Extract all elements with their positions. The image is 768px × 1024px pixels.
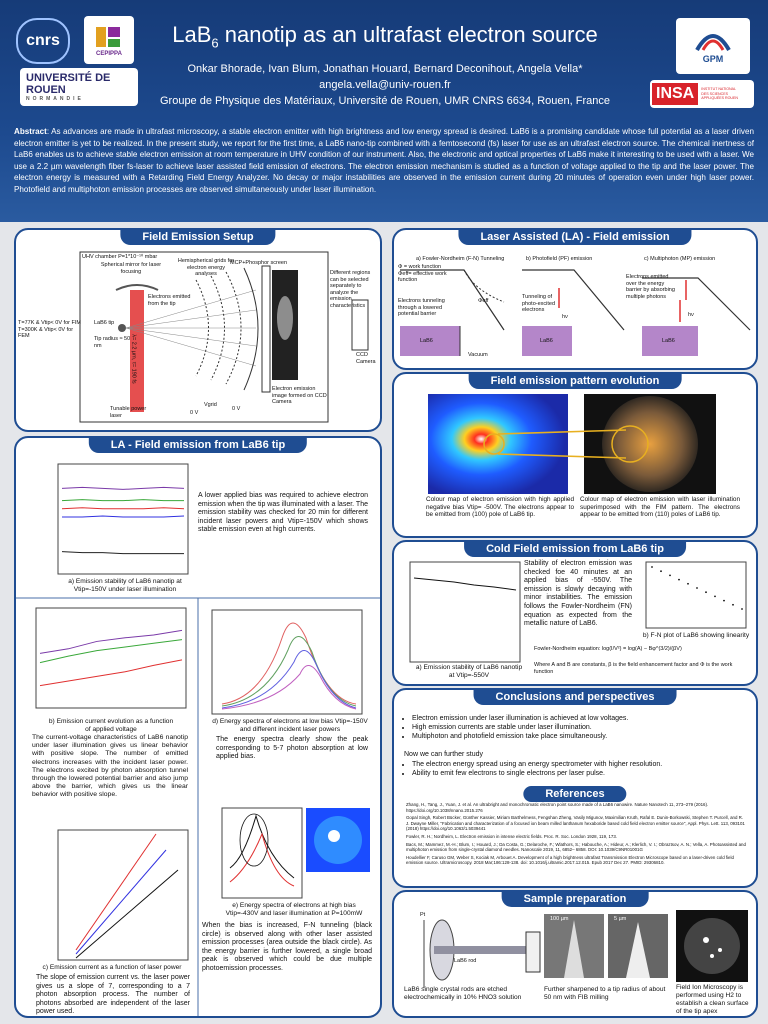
la-caption-b: b) Photofield (PF) emission — [526, 256, 593, 262]
perspective-list — [402, 760, 756, 778]
label-0v-b: 0 V — [232, 406, 241, 412]
poster-title — [150, 22, 620, 50]
label-radius: Tip radius ≈ 50 nm — [94, 336, 131, 349]
la-text-e: When the bias is increased, F-N tunneling (black circle) is observed along with other laser assisted emission processes (area outside the black circle). As the energy barrier is further lowered, a single broad peak is observed which could be due multiple photoemission processes. — [202, 922, 372, 972]
sample-cap-3: Field Ion Microscopy is performed using H2 to establish a clean surface of the tip apex — [676, 984, 749, 1015]
label-mcp: MCP+Phosphor screen — [230, 260, 288, 266]
insa-logo — [650, 80, 754, 108]
panel-cold-fe — [392, 540, 758, 686]
la-phi-a: Φeff — [478, 298, 489, 304]
panel-laser-assisted — [392, 228, 758, 370]
chart-fn-plot — [646, 562, 746, 628]
la-note2-a: Electrons tunneling through a lowered potential barrier — [398, 298, 445, 317]
sample-scale-2: 5 µm — [614, 916, 627, 922]
fn-point — [732, 604, 734, 606]
la-note2-b: Tunneling of photo-excited electrons — [522, 294, 556, 313]
fn-point — [741, 608, 743, 610]
abstract-text: : As advances are made in ultrafast microscopy, a stable electron emitter with high brightness and low energy spread is desired. LaB6 is a promising candidate whose full potential as a laser driven electron emitter is yet to be realized. In the present study, we report for the first time, a LaB6 nano-tip combined with a femtosecond (fs) laser for use as an ultrafast electron source. The chemical inertness of LaB6 enables us to achieve stable electron emission at room temperature in UHV condition of our instrument. Also, the electronic and optical properties of LaB6 make it interesting to be used with a laser. We use a 2.2 µm wavelength fiber fs-laser to achieve laser assisted field emission of electrons. The electron emission mechanism is studied as a function of voltage applied to the tip and the laser power. The electron energy is measured with a Retarding Field Energy Analyzer. No decay or major instabilities are observed in the emission current during 20 minutes of operation even under high laser power. Photofield and multiphoton emission processes are observed simultaneously under laser illumination. — [14, 127, 754, 194]
label-electrons: Electrons emitted from the tip — [148, 294, 191, 307]
rouen-logo-sub: NORMANDIE — [26, 96, 84, 102]
label-tip: LaB6 tip — [94, 320, 115, 326]
label-grids: Hemispherical grids for electron energy analyses — [177, 258, 235, 277]
label-chamber: UHV chamber P=1*10⁻¹⁰ mbar — [82, 254, 158, 260]
lab6-rod — [434, 946, 530, 954]
cepippa-logo-text: CEPIPPA — [96, 51, 122, 57]
label-image: Electron emission image formed on CCD Camera — [272, 386, 327, 405]
label-vgrid: Vgrid — [204, 402, 217, 408]
insa-logo-sub: INSTITUT NATIONAL DES SCIENCES APPLIQUÉES ROUEN — [701, 87, 738, 101]
panel-title: LA - Field emission from LaB6 tip — [89, 437, 307, 453]
label-mirror: Spherical mirror for laser focusing — [100, 262, 162, 275]
panel-conclusions — [392, 688, 758, 888]
colour-map-high-bias — [428, 394, 568, 494]
mirror — [116, 285, 158, 290]
fn-point — [660, 570, 662, 572]
cold-cap-b: b) F-N plot of LaB6 showing linearity — [642, 632, 750, 639]
conclusion-item: • Multiphoton and photofield emission take place simultaneously. — [412, 732, 756, 741]
la-material-a: LaB6 — [420, 338, 433, 344]
la-cap-c: c) Emission current as a function of laser power — [42, 964, 182, 971]
label-laser: Tunable power laser — [110, 406, 147, 419]
email: angela.vella@univ-rouen.fr — [319, 79, 451, 91]
la-text-d: The energy spectra clearly show the peak corresponding to 5-7 photon absorption at low applied bias. — [216, 736, 368, 761]
fn-point — [723, 600, 725, 602]
poster-header — [0, 0, 768, 222]
fn-point — [696, 587, 698, 589]
cepippa-logo — [84, 16, 134, 64]
chart-current-vs-laser-power — [58, 830, 188, 960]
chart-energy-spectra-high-bias — [222, 808, 370, 898]
la-cap-b: b) Emission current evolution as a function of applied voltage — [48, 718, 174, 733]
panel-title: Field Emission Setup — [120, 229, 275, 245]
panel-title: Cold Field emission from LaB6 tip — [464, 541, 686, 557]
fn-point — [705, 591, 707, 593]
title-sub: 6 — [211, 35, 219, 51]
gpm-logo — [676, 18, 750, 74]
fn-point — [669, 575, 671, 577]
la-caption-a: a) Fowler-Nordheim (F-N) Tunneling — [416, 256, 505, 262]
references-title: References — [523, 786, 626, 802]
panel-title: Field emission pattern evolution — [469, 373, 682, 389]
chart-emission-stability — [58, 464, 188, 574]
panel-la-lab6 — [14, 436, 382, 1018]
la-note1-a: Φ = work function Φeff= effective work function — [398, 264, 447, 283]
reference-item: Fowler, R. H.; Nordheim, L. Electron emission in intense electric fields. Proc. R. Soc. London 1928, 119, 173. — [406, 833, 618, 839]
la-note2-c: Electrons emitted over the energy barrier by absorbing multiple photons — [626, 274, 675, 300]
cold-cap-a: a) Emission stability of LaB6 nanotip at Vtip=-550V — [415, 664, 523, 679]
conclusion-item: • High emission currents are stable under laser illumination. — [412, 723, 756, 732]
abstract — [14, 126, 754, 196]
gpm-icon — [693, 28, 733, 54]
panel-title: Conclusions and perspectives — [474, 689, 677, 705]
insa-logo-text: INSA — [652, 83, 698, 105]
label-0v-a: 0 V — [190, 410, 199, 416]
fn-point — [687, 583, 689, 585]
fn-point — [678, 579, 680, 581]
label-ccd: CCD Camera — [356, 352, 376, 365]
references-list — [406, 802, 746, 868]
sample-cap-1: LaB6 single crystal rods are etched electrochemically in 10% HNO3 solution — [404, 986, 522, 1001]
sample-label-rod: LaB6 rod — [454, 958, 477, 964]
cold-note: Where A and B are constants, β is the field enhancement factor and Φ is the work function — [534, 662, 733, 675]
chart-energy-spectra-low-bias — [212, 610, 362, 714]
panel-title: Laser Assisted (LA) - Field emission — [458, 229, 691, 245]
la-hv-c: hν — [688, 312, 694, 318]
la-hv-b: hν — [562, 314, 568, 320]
pattern-left-caption: Colour map of electron emission with high applied negative bias Vtip= -500V. The electrons appear to be emitted from (100) pole of LaB6 tip. — [426, 496, 574, 519]
reference-item: Gopal Singh, Robert Bücker, Günther Kassier, Miriam Barthelmess, Fengshan Zheng, Vasily Migunov, Maximilian Kruth, Rafal E. Dunin-Borkowski, Stephen T. Purcell, and R. J. Dwayne Miller, "Fabrication and characterization of a focused ion beam milled lanthanum hexaboride based cold field electron emitter source", Appl. Phys. Lett. 113, 093101 (2018) https://doi.org/10.1063/1.5039441 — [406, 815, 745, 832]
panel-title: Sample preparation — [502, 891, 649, 907]
reference-item: Houdellier F, Caruso GM, Weber S, Kociak M, Arbouet A. Development of a high brightness ultrafast Transmission Electron Microscope based on a laser-driven cold field emission source. Ultramicroscopy. 2018 Mar;186:128-138. doi: 10.1016/j.ultramic.2017.12.015. Epub 2017 Dec 27. PMID: 29306810. — [406, 854, 734, 866]
gpm-logo-text: GPM — [702, 54, 724, 64]
label-laser-beam: λ= 2.2 µm, τ= 190 fs — [130, 334, 137, 384]
cnrs-logo — [16, 18, 70, 64]
authors: Onkar Bhorade, Ivan Blum, Jonathan Houard, Bernard Deconihout, Angela Vella* — [187, 63, 583, 75]
sample-scale-1: 100 µm — [550, 916, 569, 922]
cold-text: Stability of electron emission was checked foe 40 minutes at an applied bias of -550V. The emission is slowly decaying with minor instabilities. The emission follows the Fowler-Nordheim (FN) equation as expected from the metallic nature of LaB6. — [524, 560, 632, 628]
la-material-c: LaB6 — [662, 338, 675, 344]
la-cap-d: d) Energy spectra of electrons at low bias Vtip=-150V and different incident laser powers — [212, 718, 368, 733]
la-text-a: A lower applied bias was required to achieve electron emission when the tip was illuminated with a laser. The emission stability was checked for 20 min for different incident laser powers and Vtip=-150V which shows stable emission even at high currents. — [198, 492, 368, 534]
sample-cap-2: Further sharpened to a tip radius of about 50 nm with FIB milling — [544, 986, 666, 1001]
rouen-logo — [20, 68, 138, 106]
cold-equation: Fowler-Nordheim equation: log(I/V²) = log(A) − Bφ^(3/2)/(βV) — [534, 646, 682, 652]
la-vacuum: Vacuum — [468, 352, 488, 358]
conclusion-list — [402, 714, 756, 741]
perspective-item: • The electron energy spread using an energy spectrometer with higher resolution. — [412, 760, 756, 769]
panel-pattern-evolution — [392, 372, 758, 538]
title-rest: nanotip as an ultrafast electron source — [218, 22, 598, 47]
fim-overlay-map — [602, 396, 698, 492]
perspective-item: • Ability to emit few electrons to single electrons per laser pulse. — [412, 769, 756, 778]
chart-iv-characteristics — [36, 608, 186, 708]
abstract-label: Abstract — [14, 127, 47, 136]
title-main: LaB — [172, 22, 212, 47]
affiliation: Groupe de Physique des Matériaux, Université de Rouen, UMR CNRS 6634, Rouen, France — [159, 95, 610, 107]
la-cap-e: e) Energy spectra of electrons at high bias Vtip=-430V and laser illumination at P=100mW — [225, 902, 363, 917]
la-cap-a: a) Emission stability of LaB6 nanotip at Vtip=-150V under laser illumination — [68, 578, 182, 593]
panel-sample-preparation — [392, 890, 758, 1018]
conclusion-further: Now we can further study — [404, 751, 483, 758]
la-text-b: The current-voltage characteristics of LaB6 nanotip under laser illumination gives us linear behavior with positive slope. The number of emitted electrons increases with the incident laser power. The electrons excited by photon absorption tunnel through the lowered potential barrier and also jump above the barrier, which gives us the linear behavior with positive slope. — [32, 734, 188, 799]
la-caption-c: c) Multiphoton (MP) emission — [644, 256, 716, 262]
cnrs-logo-text: cnrs — [26, 32, 60, 49]
sample-label-pt: Pt — [420, 912, 426, 918]
la-text-c: The slope of emission current vs. the laser power gives us a slope of 7, corresponding to a 7 photon absorption process. The number of photons absorbed are independent of the laser power used. — [36, 974, 190, 1016]
reference-item: Zhang, H., Tang, J., Yuan, J. et al. An ultrabright and monochromatic electron point source made of a LaB6 nanowire. Nature Nanotech 11, 273–279 (2016). https://doi.org/10.1038/nnano.2015.276 — [406, 802, 709, 813]
fn-point — [651, 566, 653, 568]
cepippa-icon — [94, 23, 124, 51]
la-material-b: LaB6 — [540, 338, 553, 344]
reference-item: Bacs, M.; Mammez, M.-H.; Blum, I.; Houard, J.; Da Costa, G.; Delaroche, F.; Wlathors, S.; Habouche, A.; Hideur, A.; Klerlich, V. I.; Obraztsov, A. N.; Vella, A. Photoassisted and multiphoton emission from single-crystal diamond needles. Nanoscale 2019, 11, 6852– 6858. DOI: 10.1039/C9NR01001G — [406, 841, 746, 853]
label-regions: Different regions can be selected separately to analyze the emission characteristics — [330, 270, 371, 309]
rouen-logo-text: UNIVERSITÉ DE ROUEN — [26, 72, 111, 96]
conclusion-item: • Electron emission under laser illumination is achieved at low voltages. — [412, 714, 756, 723]
chart-cold-stability — [410, 562, 520, 662]
panel-field-emission-setup — [14, 228, 382, 432]
label-temps: T=77K & Vtip< 0V for FIM T=300K & Vtip< 0V for FEM — [18, 320, 81, 339]
fn-point — [714, 596, 716, 598]
pattern-right-caption: Colour map of electron emission with laser illumination superimposed with the FIM pattern. The electrons appear to be emitted from (110) poles of LaB6 tip. — [580, 496, 740, 519]
